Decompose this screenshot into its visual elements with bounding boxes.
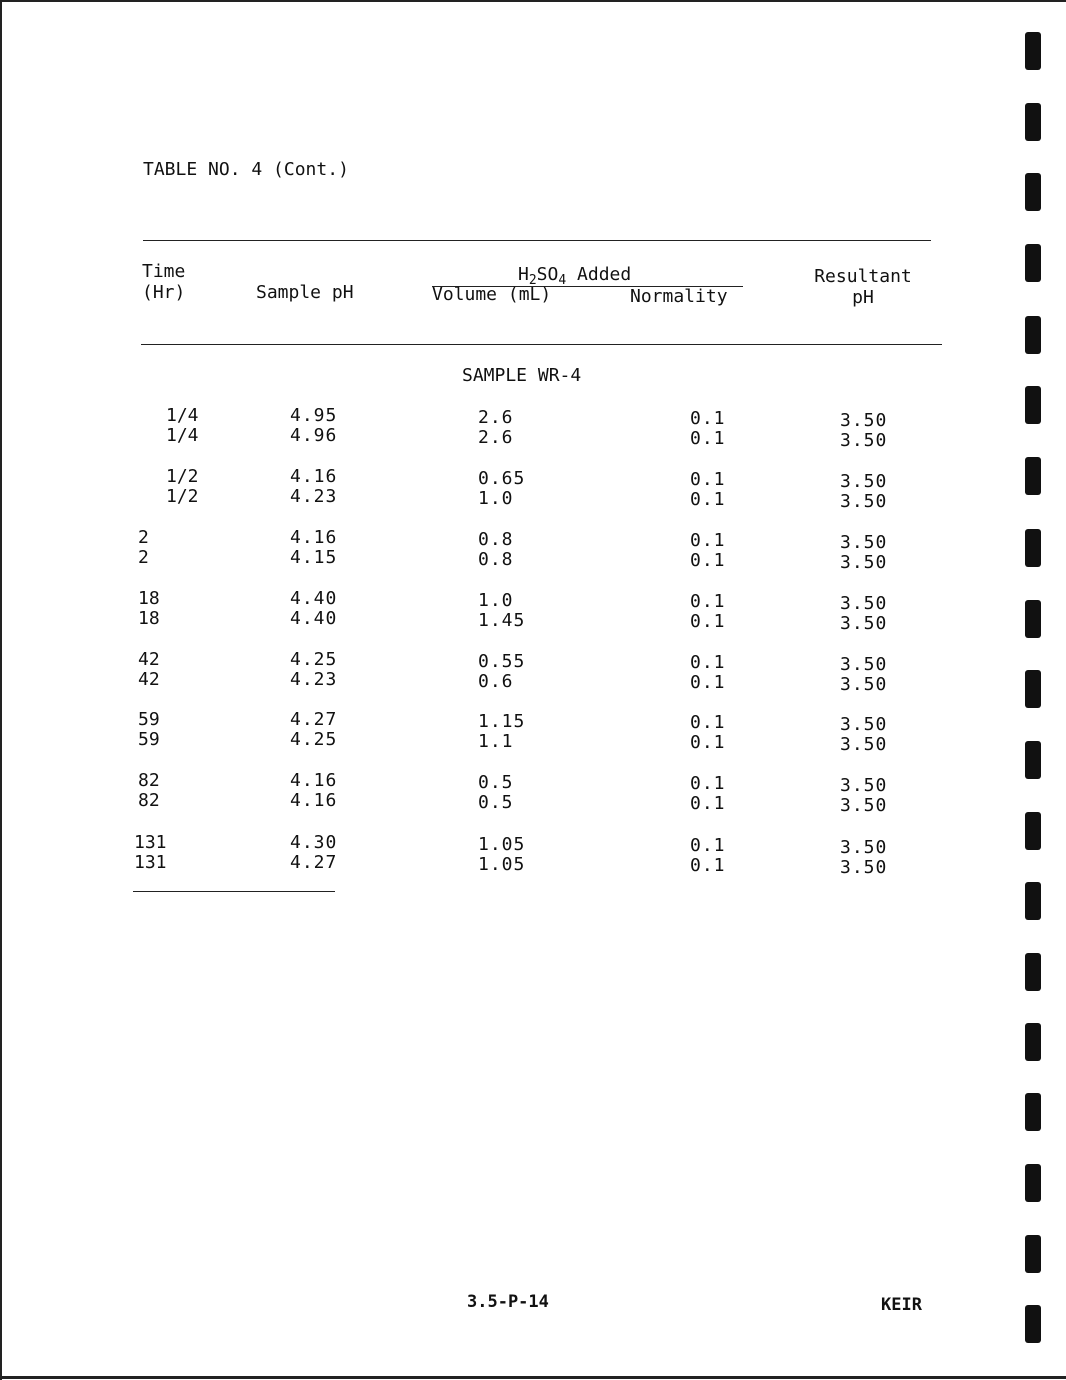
binder-mark: [1025, 741, 1041, 779]
cell-volume: 0.55: [478, 651, 526, 672]
cell-normality: 0.1: [690, 408, 726, 429]
header-volume: Volume (mL): [432, 284, 552, 305]
cell-normality: 0.1: [690, 469, 726, 490]
cell-normality: 0.1: [690, 550, 726, 571]
binder-mark: [1025, 1305, 1041, 1343]
cell-sample-ph: 4.95: [290, 405, 338, 426]
cell-time: 2: [138, 547, 149, 568]
cell-sample-ph: 4.15: [290, 547, 338, 568]
cell-time: 59: [138, 729, 160, 750]
page-border-bottom: [0, 1376, 1066, 1379]
header-acid-suffix: Added: [566, 264, 632, 285]
cell-volume: 0.5: [478, 792, 514, 813]
cell-volume: 0.65: [478, 468, 526, 489]
binder-mark: [1025, 529, 1041, 567]
cell-resultant-ph: 3.50: [840, 430, 888, 451]
binder-mark: [1025, 1164, 1041, 1202]
cell-resultant-ph: 3.50: [840, 857, 888, 878]
cell-volume: 0.8: [478, 529, 514, 550]
cell-normality: 0.1: [690, 672, 726, 693]
cell-resultant-ph: 3.50: [840, 734, 888, 755]
cell-normality: 0.1: [690, 855, 726, 876]
page-border-left: [0, 0, 2, 1380]
cell-normality: 0.1: [690, 773, 726, 794]
header-acid-h: H: [518, 264, 529, 285]
cell-normality: 0.1: [690, 591, 726, 612]
header-resultant-line2: pH: [852, 287, 874, 308]
header-resultant-line1: Resultant: [814, 266, 912, 287]
header-acid-sub1: 2: [528, 273, 537, 288]
binder-mark: [1025, 953, 1041, 991]
cell-normality: 0.1: [690, 611, 726, 632]
cell-resultant-ph: 3.50: [840, 552, 888, 573]
cell-sample-ph: 4.25: [290, 729, 338, 750]
page-number: 3.5-P-14: [467, 1292, 549, 1312]
cell-resultant-ph: 3.50: [840, 837, 888, 858]
binder-mark: [1025, 386, 1041, 424]
header-sample-ph: Sample pH: [256, 282, 354, 303]
cell-sample-ph: 4.27: [290, 709, 338, 730]
cell-sample-ph: 4.23: [290, 486, 338, 507]
cell-sample-ph: 4.30: [290, 832, 338, 853]
cell-volume: 1.45: [478, 610, 526, 631]
binder-mark: [1025, 812, 1041, 850]
cell-volume: 2.6: [478, 427, 514, 448]
header-time-line2: (Hr): [142, 282, 186, 303]
cell-sample-ph: 4.25: [290, 649, 338, 670]
cell-sample-ph: 4.16: [290, 527, 338, 548]
header-resultant-ph: [806, 266, 920, 308]
binder-mark: [1025, 600, 1041, 638]
cell-resultant-ph: 3.50: [840, 654, 888, 675]
page-border-top: [0, 0, 1066, 2]
binder-mark: [1025, 457, 1041, 495]
cell-volume: 1.1: [478, 731, 514, 752]
cell-sample-ph: 4.16: [290, 770, 338, 791]
cell-volume: 1.05: [478, 834, 526, 855]
cell-resultant-ph: 3.50: [840, 613, 888, 634]
binder-mark: [1025, 1235, 1041, 1273]
header-bottom-rule: [141, 344, 942, 345]
binder-mark: [1025, 173, 1041, 211]
section-label: SAMPLE WR-4: [462, 365, 582, 386]
binder-mark: [1025, 1023, 1041, 1061]
cell-volume: 1.15: [478, 711, 526, 732]
organization-label: KEIR: [881, 1295, 922, 1315]
cell-time: 1/2: [166, 466, 199, 487]
header-time-line1: Time: [142, 261, 186, 282]
cell-volume: 1.0: [478, 590, 514, 611]
cell-volume: 2.6: [478, 407, 514, 428]
cell-resultant-ph: 3.50: [840, 714, 888, 735]
cell-volume: 1.05: [478, 854, 526, 875]
cell-resultant-ph: 3.50: [840, 491, 888, 512]
cell-volume: 0.8: [478, 549, 514, 570]
cell-time: 1/4: [166, 405, 199, 426]
cell-volume: 0.6: [478, 671, 514, 692]
cell-sample-ph: 4.40: [290, 588, 338, 609]
cell-normality: 0.1: [690, 712, 726, 733]
cell-time: 42: [138, 669, 160, 690]
header-acid-sub2: 4: [558, 273, 567, 288]
cell-resultant-ph: 3.50: [840, 532, 888, 553]
cell-time: 131: [134, 832, 167, 853]
cell-sample-ph: 4.16: [290, 790, 338, 811]
cell-time: 1/4: [166, 425, 199, 446]
binder-mark: [1025, 244, 1041, 282]
cell-resultant-ph: 3.50: [840, 674, 888, 695]
cell-resultant-ph: 3.50: [840, 775, 888, 796]
cell-time: 1/2: [166, 486, 199, 507]
table-top-rule: [143, 240, 931, 241]
cell-normality: 0.1: [690, 835, 726, 856]
cell-time: 42: [138, 649, 160, 670]
cell-resultant-ph: 3.50: [840, 593, 888, 614]
binder-mark: [1025, 670, 1041, 708]
header-acid-so: SO: [536, 264, 559, 285]
cell-sample-ph: 4.40: [290, 608, 338, 629]
cell-time: 82: [138, 790, 160, 811]
cell-time: 2: [138, 527, 149, 548]
cell-resultant-ph: 3.50: [840, 410, 888, 431]
cell-sample-ph: 4.23: [290, 669, 338, 690]
binder-mark: [1025, 32, 1041, 70]
cell-sample-ph: 4.27: [290, 852, 338, 873]
header-normality: Normality: [630, 286, 728, 307]
cell-time: 131: [134, 852, 167, 873]
cell-normality: 0.1: [690, 530, 726, 551]
cell-sample-ph: 4.96: [290, 425, 338, 446]
cell-normality: 0.1: [690, 652, 726, 673]
cell-resultant-ph: 3.50: [840, 795, 888, 816]
cell-volume: 1.0: [478, 488, 514, 509]
cell-time: 18: [138, 588, 160, 609]
binder-mark: [1025, 103, 1041, 141]
cell-volume: 0.5: [478, 772, 514, 793]
binder-mark: [1025, 882, 1041, 920]
binder-mark: [1025, 316, 1041, 354]
cell-resultant-ph: 3.50: [840, 471, 888, 492]
binder-mark: [1025, 1093, 1041, 1131]
cell-normality: 0.1: [690, 793, 726, 814]
cell-time: 82: [138, 770, 160, 791]
cell-normality: 0.1: [690, 489, 726, 510]
header-acid-added: [518, 264, 632, 288]
cell-sample-ph: 4.16: [290, 466, 338, 487]
cell-normality: 0.1: [690, 732, 726, 753]
cell-normality: 0.1: [690, 428, 726, 449]
cell-time: 18: [138, 608, 160, 629]
cell-time: 59: [138, 709, 160, 730]
header-time: [142, 261, 185, 303]
table-end-rule: [133, 891, 335, 892]
table-title: TABLE NO. 4 (Cont.): [143, 159, 349, 180]
